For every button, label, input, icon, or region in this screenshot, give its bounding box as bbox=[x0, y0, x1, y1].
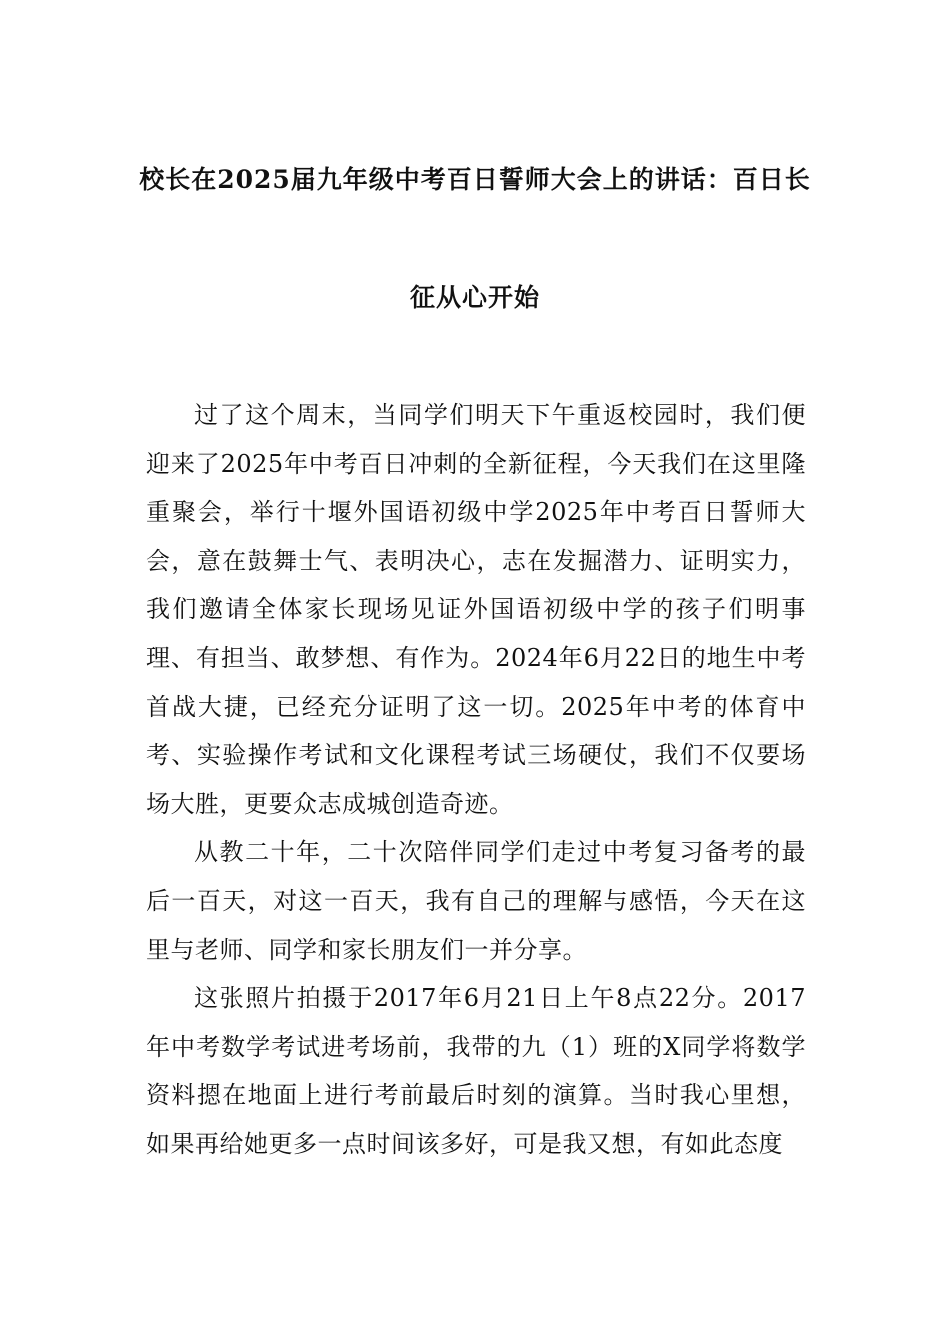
document-title-line-2: 征从心开始 bbox=[409, 283, 540, 312]
document-body bbox=[146, 391, 806, 1169]
paragraph-3: 这张照片拍摄于2017年6月21日上午8点22分。2017年中考数学考试进考场前，我带的九（1）班的X同学将数学资料摁在地面上进行考前最后时刻的演算。当时我心里想，如果再给她更多一点时间该多好，可是我又想，有如此态度 bbox=[146, 984, 806, 1158]
document-title-line-1: 校长在2025届九年级中考百日誓师大会上的讲话：百日长 bbox=[139, 165, 811, 194]
paragraph-1: 过了这个周末，当同学们明天下午重返校园时，我们便迎来了2025年中考百日冲刺的全新征程，今天我们在这里隆重聚会，举行十堰外国语初级中学2025年中考百日誓师大会，意在鼓舞士气、表明决心，志在发掘潜力、证明实力，我们邀请全体家长现场见证外国语初级中学的孩子们明事理、有担当、敢梦想、有作为。2024年6月22日的地生中考首战大捷，已经充分证明了这一切。2025年中考的体育中考、实验操作考试和文化课程考试三场硬仗，我们不仅要场场大胜，更要众志成城创造奇迹。 bbox=[146, 401, 806, 818]
paragraph-2: 从教二十年，二十次陪伴同学们走过中考复习备考的最后一百天，对这一百天，我有自己的理解与感悟，今天在这里与老师、同学和家长朋友们一并分享。 bbox=[146, 838, 806, 964]
